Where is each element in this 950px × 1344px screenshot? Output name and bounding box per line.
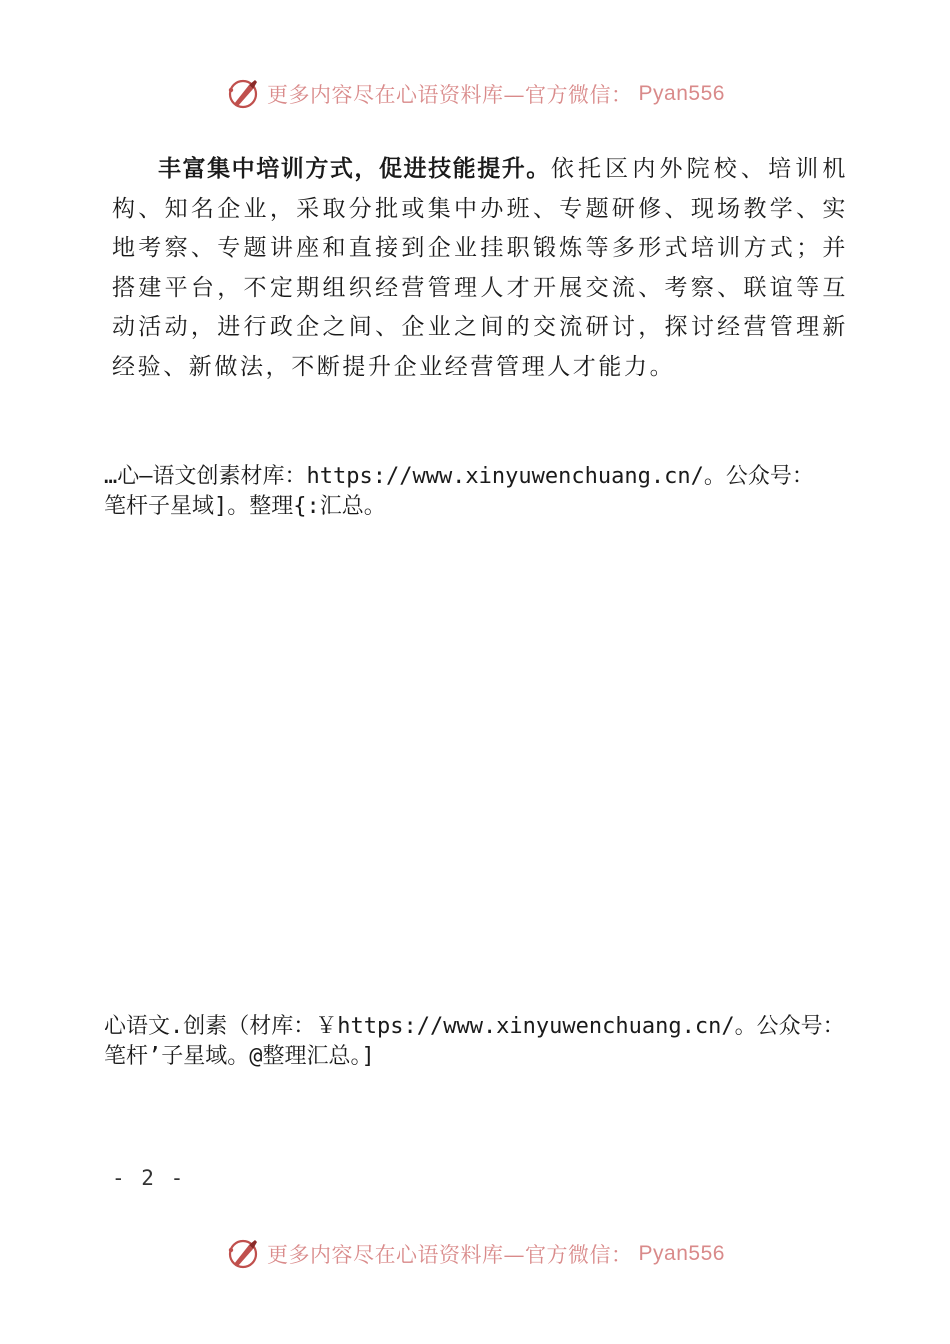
footer-banner-contact: Pyan556 [638, 1242, 725, 1265]
header-banner [0, 72, 950, 116]
source-note-1 [104, 462, 884, 522]
source-note-2 [104, 1012, 884, 1072]
pen-nib-logo-icon [225, 1236, 261, 1272]
header-banner-text: 更多内容尽在心语资料库—官方微信： [267, 83, 633, 107]
source-note-1-line-2: 笔杆子星域]。整理{:汇总。 [104, 494, 386, 519]
paragraph-lead: 丰富集中培训方式，促进技能提升。 [158, 156, 551, 182]
footer-banner-text: 更多内容尽在心语资料库—官方微信： [267, 1243, 633, 1267]
source-note-2-line-2: 笔杆’子星域。@整理汇总。] [104, 1044, 375, 1069]
header-banner-contact: Pyan556 [638, 82, 725, 105]
pen-nib-logo-icon [225, 76, 261, 112]
source-note-2-line-1: 心语文.创素（材库：￥https://www.xinyuwenchuang.cn/。公众号： [104, 1014, 845, 1039]
source-note-1-line-1: …心—语文创素材库：https://www.xinyuwenchuang.cn/。公众号： [104, 464, 814, 489]
page-number: - 2 - [112, 1166, 186, 1190]
footer-banner [0, 1232, 950, 1276]
paragraph-text: 依托区内外院校、培训机构、知名企业，采取分批或集中办班、专题研修、现场教学、实地考察、专题讲座和直接到企业挂职锻炼等多形式培训方式；并搭建平台，不定期组织经营管理人才开展交流、考察、联谊等互动活动，进行政企之间、企业之间的交流研讨，探讨经营管理新经验、新做法，不断提升企业经营管理人才能力。 [112, 156, 848, 380]
body-paragraph [112, 150, 848, 387]
